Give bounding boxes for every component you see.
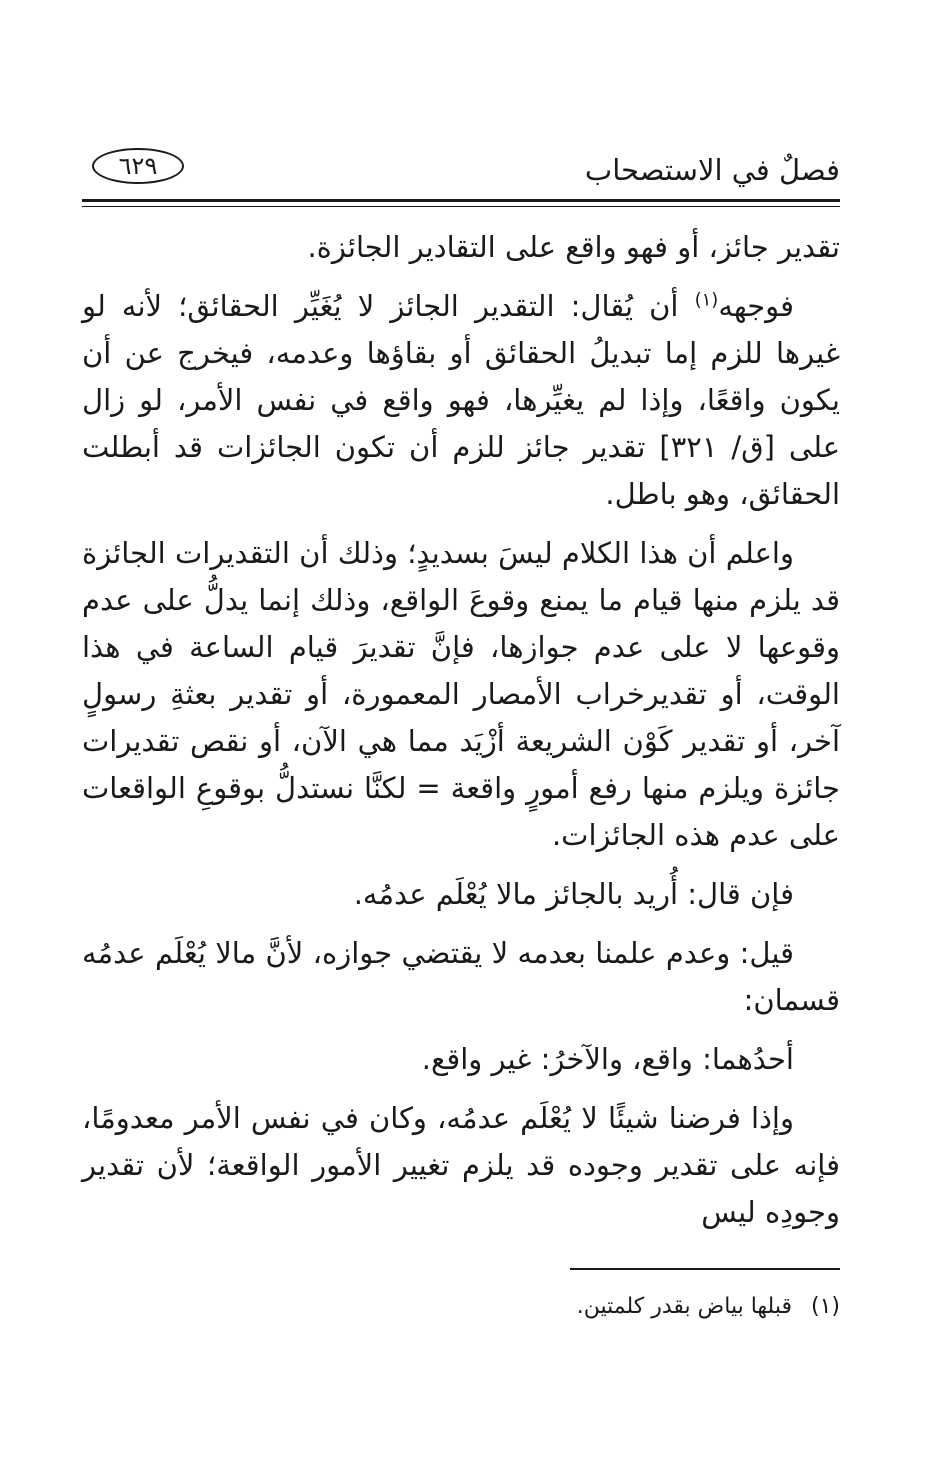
header-rule-thin [82, 206, 840, 207]
page-header [82, 148, 840, 194]
header-rule [82, 199, 840, 202]
paragraph-5: قيل: وعدم علمنا بعدمه لا يقتضي جوازه، لأنَّ مالا يُعْلَم عدمُه قسمان: [82, 936, 840, 1017]
footnote-reference: (١) [694, 289, 719, 311]
paragraph-2-lead: فوجهه [718, 289, 795, 323]
paragraph-7: وإذا فرضنا شيئًا لا يُعْلَم عدمُه، وكان في نفس الأمر معدومًا، فإنه على تقدير وجوده قد يلزم تغيير الأمور الواقعة؛ لأن تقدير وجودِه ليس [82, 1101, 840, 1229]
footnote-rule [570, 1268, 840, 1270]
footnote-text: قبلها بياض بقدر كلمتين. [576, 1294, 792, 1319]
paragraph-3: واعلم أن هذا الكلام ليسَ بسديدٍ؛ وذلك أن التقديرات الجائزة قد يلزم منها قيام ما يمنع وقوعَ الواقع، وذلك إنما يدلُّ على عدم وقوعها لا على عدم جوازها، فإنَّ تقديرَ قيام الساعة في هذا الوقت، أو تقديرخراب الأمصار المعمورة، أو تقدير بعثةِ رسولٍ آخر، أو تقدير كَوْن الشريعة أزْيَد مما هي الآن، أو نقص تقديرات جائزة ويلزم منها رفع أمورٍ واقعة = لكنَّا نستدلُّ بوقوعِ الواقعات على عدم هذه الجائزات. [82, 536, 840, 852]
page-number: ٦٢٩ [92, 148, 184, 184]
body-text [82, 224, 840, 1248]
footnote-number: (١) [810, 1294, 840, 1319]
paragraph-6: أحدُهما: واقع، والآخرُ: غير واقع. [421, 1042, 794, 1076]
paragraph-1: تقدير جائز، أو فهو واقع على التقادير الجائزة. [307, 230, 840, 264]
paragraph-2 [82, 283, 840, 518]
paragraph-4: فإن قال: أُريد بالجائز مالا يُعْلَم عدمُه. [353, 877, 794, 911]
running-title: فصلٌ في الاستصحاب [584, 153, 840, 187]
paragraph-2-text: أن يُقال: التقدير الجائز لا يُغَيِّر الحقائق؛ لأنه لو غيرها للزم إما تبديلُ الحقائق أو بقاؤها وعدمه، فيخرج عن أن يكون واقعًا، وإذا لم يغيِّرها، فهو واقع في نفس الأمر، لو زال على [ق/ ٣٢١] تقدير جائز للزم أن تكون الجائزات قد أبطلت الحقائق، وهو باطل. [82, 289, 840, 511]
footnote [82, 1290, 840, 1324]
